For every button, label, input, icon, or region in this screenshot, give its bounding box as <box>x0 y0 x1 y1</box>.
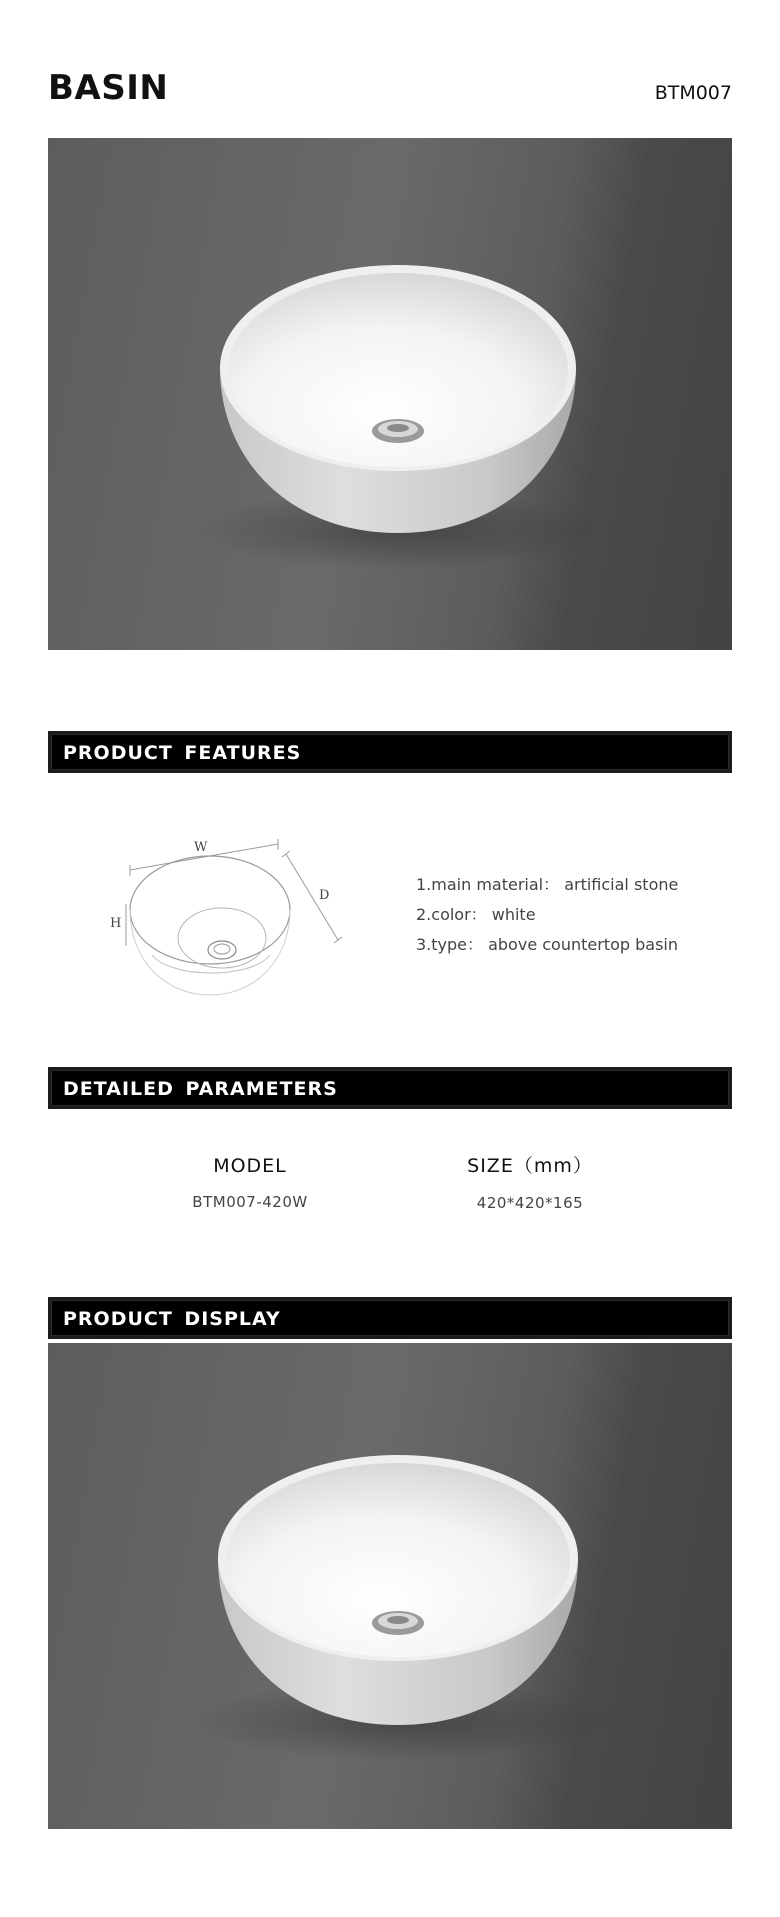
model-header: MODEL <box>213 1155 287 1177</box>
section-bar-detailed-parameters <box>48 1067 732 1109</box>
size-header: SIZE（mm） <box>467 1155 593 1177</box>
page-header <box>48 68 732 118</box>
feature-item-material: 1.main material： artificial stone <box>416 875 679 894</box>
display-product-photo <box>48 1343 732 1829</box>
basin-dimension-drawing <box>110 830 360 1010</box>
section-title: DETAILED PARAMETERS <box>63 1078 338 1100</box>
hero-product-photo <box>48 138 732 650</box>
depth-label: D <box>319 888 330 903</box>
height-label: H <box>110 916 122 931</box>
feature-item-type: 3.type： above countertop basin <box>416 935 678 954</box>
size-value: 420*420*165 <box>476 1194 584 1212</box>
section-bar-product-features <box>48 731 732 773</box>
model-value: BTM007-420W <box>192 1193 308 1211</box>
section-title: PRODUCT FEATURES <box>63 742 302 764</box>
parameter-model <box>160 1155 340 1211</box>
width-label: W <box>194 840 208 855</box>
section-title: PRODUCT DISPLAY <box>63 1308 281 1330</box>
feature-item-color: 2.color： white <box>416 905 536 924</box>
model-code: BTM007 <box>654 82 732 104</box>
feature-list <box>416 872 736 962</box>
parameter-size <box>440 1151 620 1212</box>
page-title: BASIN <box>48 68 169 108</box>
section-bar-product-display <box>48 1297 732 1339</box>
